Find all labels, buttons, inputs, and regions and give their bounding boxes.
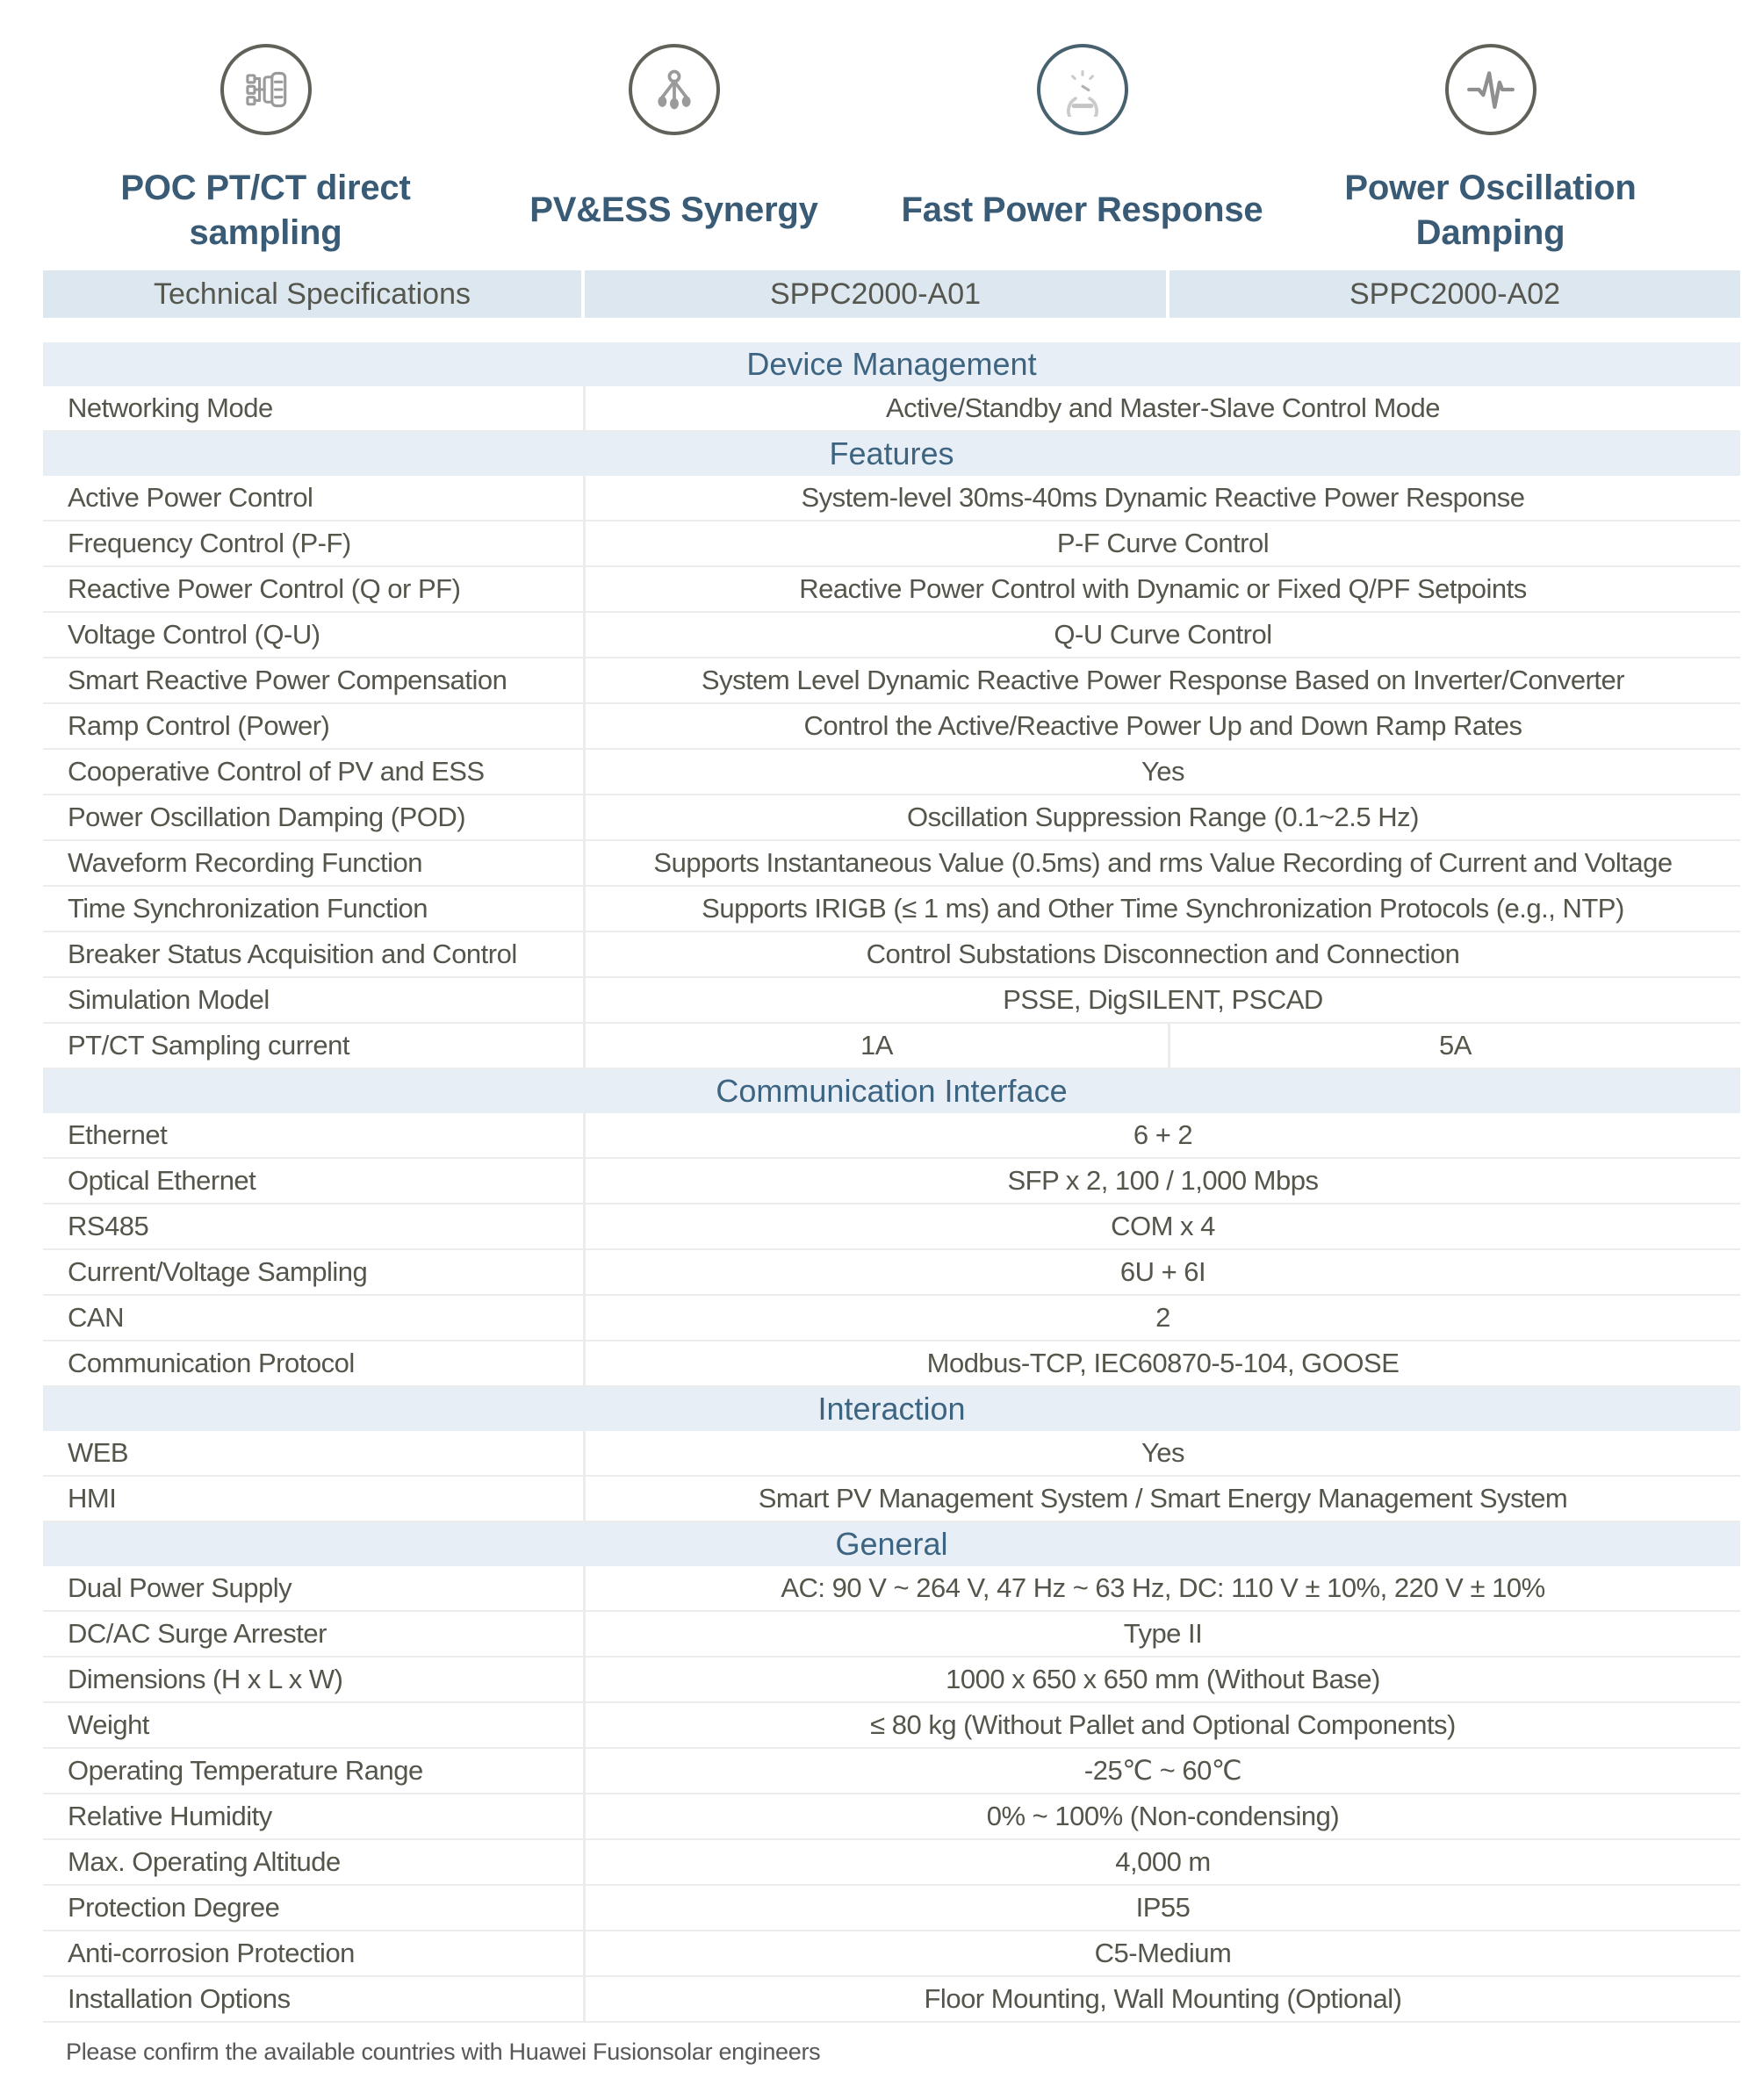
spec-value: Oscillation Suppression Range (0.1~2.5 Hz) bbox=[583, 795, 1740, 839]
feature-label: Fast Power Response bbox=[901, 191, 1263, 230]
header-model-a02-cell: SPPC2000-A02 bbox=[1169, 270, 1740, 318]
table-row bbox=[43, 613, 1740, 658]
feature-fast-power-response bbox=[878, 44, 1286, 270]
spec-label: Smart Reactive Power Compensation bbox=[68, 665, 507, 695]
table-row bbox=[43, 1477, 1740, 1522]
spec-label: Breaker Status Acquisition and Control bbox=[68, 939, 517, 969]
spec-value-a01: 1A bbox=[583, 1024, 1168, 1068]
table-row bbox=[43, 704, 1740, 750]
table-row bbox=[43, 932, 1740, 978]
table-row bbox=[43, 1296, 1740, 1341]
spec-label: Weight bbox=[68, 1709, 149, 1740]
spec-label: Reactive Power Control (Q or PF) bbox=[68, 573, 461, 604]
feature-poc-ptct bbox=[61, 44, 470, 270]
spec-value-a02: 5A bbox=[1168, 1024, 1740, 1068]
spec-value: COM x 4 bbox=[583, 1205, 1740, 1248]
table-row bbox=[43, 386, 1740, 432]
gauge-icon bbox=[1037, 44, 1128, 135]
spec-value: -25℃ ~ 60℃ bbox=[583, 1749, 1740, 1793]
ptct-sampling-icon bbox=[220, 44, 312, 135]
spec-value: Reactive Power Control with Dynamic or Fixed Q/PF Setpoints bbox=[583, 567, 1740, 611]
spec-label: Optical Ethernet bbox=[68, 1165, 256, 1196]
table-row-split bbox=[43, 1024, 1740, 1069]
spec-label: HMI bbox=[68, 1483, 117, 1514]
table-row bbox=[43, 1566, 1740, 1612]
spec-label: Active Power Control bbox=[68, 482, 313, 513]
feature-label: PV&ESS Synergy bbox=[529, 191, 818, 230]
table-row bbox=[43, 1931, 1740, 1977]
section-header-features: Features bbox=[43, 432, 1740, 476]
spec-label: Relative Humidity bbox=[68, 1801, 272, 1831]
spec-value: Yes bbox=[583, 750, 1740, 794]
spec-label: PT/CT Sampling current bbox=[68, 1030, 349, 1061]
feature-highlights bbox=[61, 0, 1695, 270]
spec-label: Frequency Control (P-F) bbox=[68, 528, 351, 558]
table-header-row bbox=[43, 270, 1740, 318]
footnote: Please confirm the available countries with Huawei Fusionsolar engineers bbox=[66, 2039, 821, 2065]
spec-label: Voltage Control (Q-U) bbox=[68, 619, 320, 650]
table-row bbox=[43, 476, 1740, 521]
oscillation-icon bbox=[1445, 44, 1536, 135]
spec-value: SFP x 2, 100 / 1,000 Mbps bbox=[583, 1159, 1740, 1203]
table-row bbox=[43, 1159, 1740, 1205]
spec-value: Control the Active/Reactive Power Up and Down Ramp Rates bbox=[583, 704, 1740, 748]
spec-value: Floor Mounting, Wall Mounting (Optional) bbox=[583, 1977, 1740, 2021]
table-row bbox=[43, 795, 1740, 841]
spec-value: System Level Dynamic Reactive Power Response Based on Inverter/Converter bbox=[583, 658, 1740, 702]
spec-label: Current/Voltage Sampling bbox=[68, 1256, 368, 1287]
section-header-general: General bbox=[43, 1522, 1740, 1566]
header-title-cell: Technical Specifications bbox=[43, 270, 581, 318]
spec-value: C5-Medium bbox=[583, 1931, 1740, 1975]
spec-label: Operating Temperature Range bbox=[68, 1755, 423, 1786]
feature-label: POC PT/CT direct sampling bbox=[120, 168, 411, 252]
spec-value: Type II bbox=[583, 1612, 1740, 1656]
spec-label: CAN bbox=[68, 1302, 124, 1333]
spec-value: Smart PV Management System / Smart Energy Management System bbox=[583, 1477, 1740, 1521]
feature-pv-ess-synergy bbox=[470, 44, 878, 270]
table-row bbox=[43, 1431, 1740, 1477]
header-gap bbox=[43, 318, 1740, 342]
spec-value: Q-U Curve Control bbox=[583, 613, 1740, 657]
spec-label: Waveform Recording Function bbox=[68, 847, 423, 878]
spec-value: 2 bbox=[583, 1296, 1740, 1340]
spec-value: System-level 30ms-40ms Dynamic Reactive Power Response bbox=[583, 476, 1740, 520]
table-row bbox=[43, 567, 1740, 613]
table-row bbox=[43, 887, 1740, 932]
spec-value: 6U + 6I bbox=[583, 1250, 1740, 1294]
table-row bbox=[43, 1341, 1740, 1387]
spec-value: 6 + 2 bbox=[583, 1113, 1740, 1157]
spec-label: Communication Protocol bbox=[68, 1348, 355, 1378]
table-row bbox=[43, 978, 1740, 1024]
table-row bbox=[43, 1250, 1740, 1296]
synergy-icon bbox=[629, 44, 720, 135]
spec-value: Yes bbox=[583, 1431, 1740, 1475]
table-row bbox=[43, 841, 1740, 887]
spec-value: AC: 90 V ~ 264 V, 47 Hz ~ 63 Hz, DC: 110 V ± 10%, 220 V ± 10% bbox=[583, 1566, 1740, 1610]
table-row bbox=[43, 750, 1740, 795]
table-row bbox=[43, 1840, 1740, 1886]
spec-label: Power Oscillation Damping (POD) bbox=[68, 802, 466, 832]
spec-table bbox=[43, 270, 1740, 2023]
spec-label: Max. Operating Altitude bbox=[68, 1846, 341, 1877]
spec-value: 4,000 m bbox=[583, 1840, 1740, 1884]
section-header-device-management: Device Management bbox=[43, 342, 1740, 386]
spec-label: Time Synchronization Function bbox=[68, 893, 428, 924]
spec-value: 0% ~ 100% (Non-condensing) bbox=[583, 1794, 1740, 1838]
header-model-a01-cell: SPPC2000-A01 bbox=[585, 270, 1166, 318]
spec-label: Protection Degree bbox=[68, 1892, 280, 1923]
table-row bbox=[43, 1794, 1740, 1840]
table-row bbox=[43, 1113, 1740, 1159]
table-row bbox=[43, 1658, 1740, 1703]
table-row bbox=[43, 1977, 1740, 2023]
table-row bbox=[43, 1612, 1740, 1658]
spec-label: Dual Power Supply bbox=[68, 1572, 292, 1603]
feature-label: Power Oscillation Damping bbox=[1344, 168, 1637, 252]
spec-value: IP55 bbox=[583, 1886, 1740, 1930]
spec-value: Supports IRIGB (≤ 1 ms) and Other Time Synchronization Protocols (e.g., NTP) bbox=[583, 887, 1740, 931]
spec-value: Active/Standby and Master-Slave Control Mode bbox=[583, 386, 1740, 430]
spec-label: Networking Mode bbox=[68, 392, 273, 423]
spec-label: Anti-corrosion Protection bbox=[68, 1938, 355, 1968]
spec-label: Ramp Control (Power) bbox=[68, 710, 330, 741]
table-row bbox=[43, 521, 1740, 567]
table-row bbox=[43, 1703, 1740, 1749]
spec-value: ≤ 80 kg (Without Pallet and Optional Components) bbox=[583, 1703, 1740, 1747]
spec-label: DC/AC Surge Arrester bbox=[68, 1618, 327, 1649]
spec-label: Installation Options bbox=[68, 1983, 291, 2014]
feature-power-oscillation-damping bbox=[1286, 44, 1695, 270]
table-row bbox=[43, 1205, 1740, 1250]
spec-label: Dimensions (H x L x W) bbox=[68, 1664, 343, 1694]
section-header-interaction: Interaction bbox=[43, 1387, 1740, 1431]
spec-label: WEB bbox=[68, 1437, 129, 1468]
table-row bbox=[43, 1886, 1740, 1931]
section-header-communication-interface: Communication Interface bbox=[43, 1069, 1740, 1113]
spec-label: Simulation Model bbox=[68, 984, 270, 1015]
spec-value: PSSE, DigSILENT, PSCAD bbox=[583, 978, 1740, 1022]
spec-value: Modbus-TCP, IEC60870-5-104, GOOSE bbox=[583, 1341, 1740, 1385]
spec-label: Cooperative Control of PV and ESS bbox=[68, 756, 485, 787]
spec-label: RS485 bbox=[68, 1211, 149, 1241]
spec-label: Ethernet bbox=[68, 1119, 168, 1150]
spec-value: 1000 x 650 x 650 mm (Without Base) bbox=[583, 1658, 1740, 1701]
spec-value: Control Substations Disconnection and Connection bbox=[583, 932, 1740, 976]
spec-value: Supports Instantaneous Value (0.5ms) and rms Value Recording of Current and Voltage bbox=[583, 841, 1740, 885]
table-row bbox=[43, 658, 1740, 704]
spec-value: P-F Curve Control bbox=[583, 521, 1740, 565]
table-row bbox=[43, 1749, 1740, 1794]
